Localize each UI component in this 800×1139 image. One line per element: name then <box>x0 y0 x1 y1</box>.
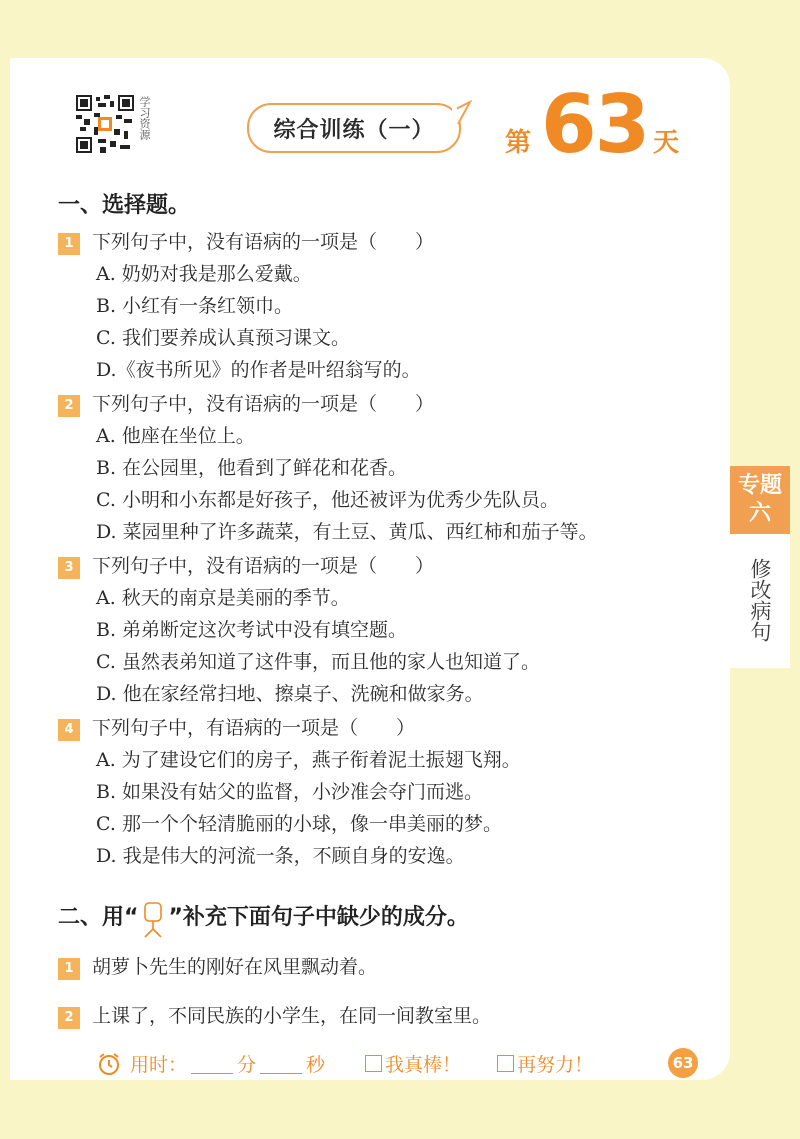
section-2-title-post: ”补充下面句子中缺少的成分。 <box>168 905 469 930</box>
question-3-stem <box>58 554 434 579</box>
question-text: 下列句子中，没有语病的一项是（ ） <box>92 555 435 577</box>
question-3-option-d: D. 他在家经常扫地、擦桌子、洗碗和做家务。 <box>96 683 484 705</box>
minutes-blank[interactable] <box>191 1053 233 1074</box>
qr-label: 学习资源 <box>138 96 151 140</box>
day-indicator <box>495 78 695 172</box>
day-suffix: 天 <box>653 128 680 158</box>
try-harder-checkbox[interactable] <box>497 1055 514 1072</box>
try-harder-label: 再努力！ <box>517 1054 594 1076</box>
section-2-title-pre: 二、用“ <box>58 905 139 930</box>
question-3-option-a: A. 秋天的南京是美丽的季节。 <box>96 587 350 609</box>
question-2-stem <box>58 392 434 417</box>
day-prefix: 第 <box>505 128 532 158</box>
minute-unit: 分 <box>237 1054 257 1076</box>
lesson-title: 综合训练（一） <box>247 103 461 153</box>
question-text: 下列句子中，没有语病的一项是（ ） <box>92 393 435 415</box>
question-text: 上课了，不同民族的小学生，在同一间教室里。 <box>92 1005 492 1027</box>
question-text: 胡萝卜先生的刚好在风里飘动着。 <box>92 956 378 978</box>
great-label: 我真棒！ <box>385 1054 462 1076</box>
seconds-blank[interactable] <box>260 1053 302 1074</box>
question-number-badge: 4 <box>58 719 80 741</box>
section-1-title: 一、选择题。 <box>58 193 191 218</box>
question-1-option-c: C. 我们要养成认真预习课文。 <box>96 327 350 349</box>
question-number-badge: 2 <box>58 1007 80 1029</box>
section-2-title <box>58 900 469 938</box>
question-1-option-b: B. 小红有一条红领巾。 <box>96 295 294 317</box>
question-4-option-a: A. 为了建设它们的房子，燕子衔着泥土振翅飞翔。 <box>96 749 521 771</box>
question-2-option-d: D. 菜园里种了许多蔬菜，有土豆、黄瓜、西红柿和茄子等。 <box>96 521 598 543</box>
question-number-badge: 1 <box>58 233 80 255</box>
question-3-option-b: B. 弟弟断定这次考试中没有填空题。 <box>96 619 408 641</box>
question-1-option-d: D.《夜书所见》的作者是叶绍翁写的。 <box>96 359 421 381</box>
time-label: 用时： <box>130 1054 188 1076</box>
fill-question-1 <box>58 955 377 980</box>
insert-mark-icon <box>142 902 164 938</box>
question-text: 下列句子中，没有语病的一项是（ ） <box>92 231 435 253</box>
question-4-option-d: D. 我是伟大的河流一条，不顾自身的安逸。 <box>96 845 465 867</box>
question-1-stem <box>58 230 434 255</box>
question-2-option-b: B. 在公园里，他看到了鲜花和花香。 <box>96 457 408 479</box>
great-checkbox[interactable] <box>365 1055 382 1072</box>
question-number-badge: 2 <box>58 395 80 417</box>
question-2-option-a: A. 他座在坐位上。 <box>96 425 255 447</box>
question-4-option-b: B. 如果没有姑父的监督，小沙准会夺门而逃。 <box>96 781 484 803</box>
page-number: 63 <box>668 1048 698 1078</box>
question-3-option-c: C. 虽然表弟知道了这件事，而且他的家人也知道了。 <box>96 651 540 673</box>
question-number-badge: 1 <box>58 958 80 980</box>
question-2-option-c: C. 小明和小东都是好孩子，他还被评为优秀少先队员。 <box>96 489 559 511</box>
fill-question-2 <box>58 1004 491 1029</box>
question-1-option-a: A. 奶奶对我是那么爱戴。 <box>96 263 312 285</box>
topic-label: 修改病句 <box>748 558 772 642</box>
qr-code-icon <box>76 95 134 153</box>
day-number: 63 <box>541 78 649 171</box>
question-number-badge: 3 <box>58 557 80 579</box>
alarm-clock-icon <box>96 1051 122 1077</box>
bubble-tail-icon <box>452 100 472 130</box>
second-unit: 秒 <box>306 1054 326 1076</box>
question-4-stem <box>58 716 415 741</box>
question-4-option-c: C. 那一个个轻清脆丽的小球，像一串美丽的梦。 <box>96 813 502 835</box>
footer-timer <box>96 1050 593 1077</box>
topic-side-tab <box>730 466 790 668</box>
question-text: 下列句子中，有语病的一项是（ ） <box>92 717 416 739</box>
topic-heading: 专题六 <box>730 466 790 534</box>
